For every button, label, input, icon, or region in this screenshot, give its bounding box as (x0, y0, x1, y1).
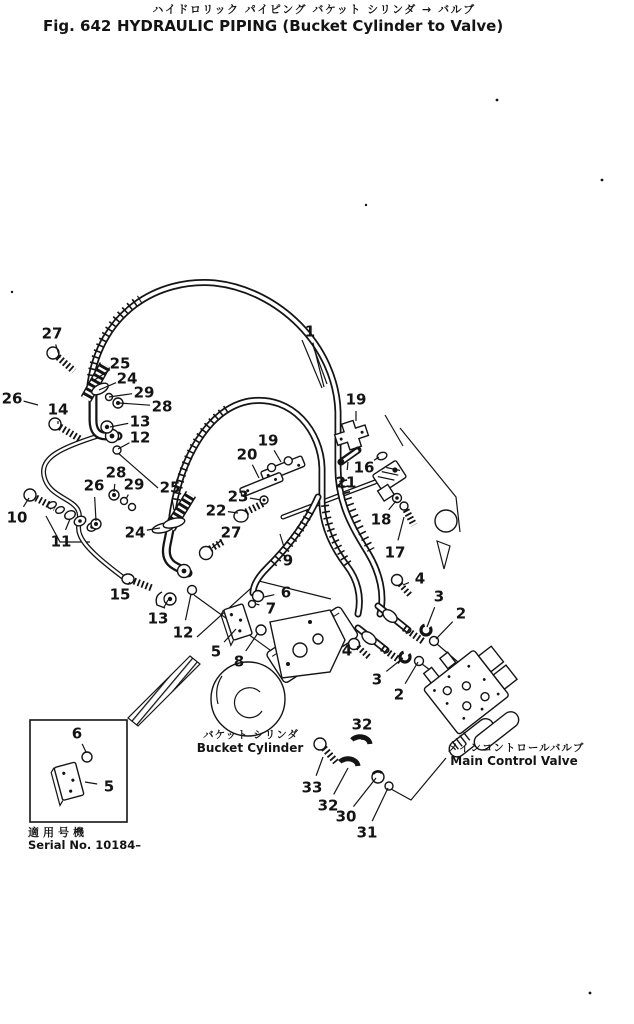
callout-number: 31 (356, 823, 378, 842)
callout-number: 16 (353, 458, 375, 477)
callout-33 (302, 757, 323, 797)
callout-number: 15 (109, 585, 131, 604)
callout-number: 3 (433, 587, 445, 606)
callout-leader (250, 498, 261, 500)
cylinder-head-parts (122, 574, 266, 645)
main-control-valve-label-jp: メインコントロールバルブ (447, 742, 585, 754)
title-english: HYDRAULIC PIPING (Bucket Cylinder to Valve) (117, 17, 504, 35)
callout-26 (84, 477, 105, 522)
hose-end-fittings (358, 606, 424, 662)
callout-number: 6 (71, 724, 83, 743)
bucket-cylinder-label-en: Bucket Cylinder (196, 741, 304, 755)
callout-number: 1 (304, 322, 316, 341)
callout-4 (403, 570, 425, 588)
callout-12 (118, 429, 150, 450)
callout-leader (24, 401, 38, 405)
callout-number: 12 (172, 623, 194, 642)
callout-10 (7, 498, 29, 527)
callout-20 (237, 446, 259, 479)
callout-leader (389, 501, 396, 510)
callout-number: 12 (129, 428, 151, 447)
callout-19 (258, 432, 281, 463)
callout-number: 26 (1, 389, 23, 408)
print-specks (11, 99, 604, 995)
callout-leader (185, 594, 191, 620)
callout-number: 17 (384, 543, 406, 562)
callout-leader (274, 450, 281, 462)
callout-30 (336, 778, 376, 826)
figure-number: Fig. 642 (43, 17, 112, 35)
callout-leader (347, 462, 348, 470)
callout-number: 26 (83, 476, 105, 495)
callout-number: 8 (233, 652, 245, 671)
callout-number: 24 (124, 523, 146, 542)
callout-number: 29 (133, 383, 155, 402)
callout-19 (346, 391, 367, 422)
callout-leader (405, 662, 418, 684)
callout-number: 28 (151, 397, 173, 416)
callout-number: 27 (220, 523, 242, 542)
callout-number: 2 (393, 685, 405, 704)
callout-leader (372, 788, 388, 821)
main-control-valve-label-en: Main Control Valve (450, 754, 578, 768)
callout-number: 30 (335, 807, 357, 826)
serial-note-en: Serial No. 10184– (28, 838, 142, 852)
callout-number: 21 (335, 473, 357, 492)
hardware-bottom (314, 737, 393, 790)
callout-leader (95, 497, 96, 521)
callout-number: 6 (280, 583, 292, 602)
callout-number: 4 (341, 641, 353, 660)
callout-number: 29 (123, 475, 145, 494)
hatch-pointer (128, 656, 200, 726)
callout-leader (353, 778, 376, 807)
callout-number: 13 (147, 609, 169, 628)
serial-note-jp: 適用号機 (28, 826, 88, 839)
callout-number: 7 (265, 599, 277, 618)
callout-number: 28 (105, 463, 127, 482)
callout-26 (2, 390, 38, 408)
callout-number: 13 (129, 412, 151, 431)
callout-number: 22 (205, 501, 227, 520)
callout-number: 18 (370, 510, 392, 529)
header (43, 3, 503, 35)
callout-number: 14 (47, 400, 69, 419)
hose-to-cylinder (253, 497, 318, 593)
callout-11 (51, 519, 72, 551)
callout-leader (118, 443, 129, 449)
callout-7 (256, 600, 276, 618)
callout-number: 24 (116, 369, 138, 388)
callout-number: 4 (414, 569, 426, 588)
callout-number: 10 (6, 508, 28, 527)
callout-leader (398, 517, 404, 540)
tube-26 (43, 436, 124, 578)
callout-number: 5 (103, 777, 115, 796)
callout-leader (427, 607, 435, 627)
callout-5 (211, 629, 236, 661)
callout-leader (264, 595, 274, 597)
callout-leader (252, 465, 259, 478)
callout-number: 32 (351, 715, 373, 734)
callout-number: 25 (159, 478, 181, 497)
callout-number: 33 (301, 778, 323, 797)
callout-leader (334, 768, 348, 794)
callout-leader (114, 484, 115, 492)
callout-leader (316, 757, 323, 776)
callout-2 (436, 605, 466, 640)
callout-number: 3 (371, 670, 383, 689)
callout-number: 11 (50, 532, 72, 551)
callout-2 (394, 662, 418, 704)
callout-number: 19 (257, 431, 279, 450)
bucket-cylinder-label-jp: バケット シリンダ (203, 729, 299, 741)
callout-number: 32 (317, 796, 339, 815)
callout-leader (66, 519, 70, 530)
callout-3 (427, 588, 444, 628)
callout-27 (212, 524, 241, 549)
callout-18 (371, 501, 396, 529)
title-japanese: ハイドロリック パイピング バケット シリンダ → バルブ (152, 3, 476, 16)
callout-number: 5 (210, 642, 222, 661)
callout-number: 27 (41, 324, 63, 343)
callout-leader (436, 622, 453, 639)
callout-number: 23 (227, 487, 249, 506)
callout-leader (119, 403, 150, 405)
callout-number: 9 (282, 551, 294, 570)
callout-leader (403, 583, 409, 585)
callout-15 (110, 582, 131, 604)
callout-number: 19 (345, 390, 367, 409)
callout-29 (124, 476, 145, 500)
callout-leader (256, 604, 259, 605)
callout-number: 2 (455, 604, 467, 623)
callout-number: 25 (109, 354, 131, 373)
callout-number: 20 (236, 445, 258, 464)
